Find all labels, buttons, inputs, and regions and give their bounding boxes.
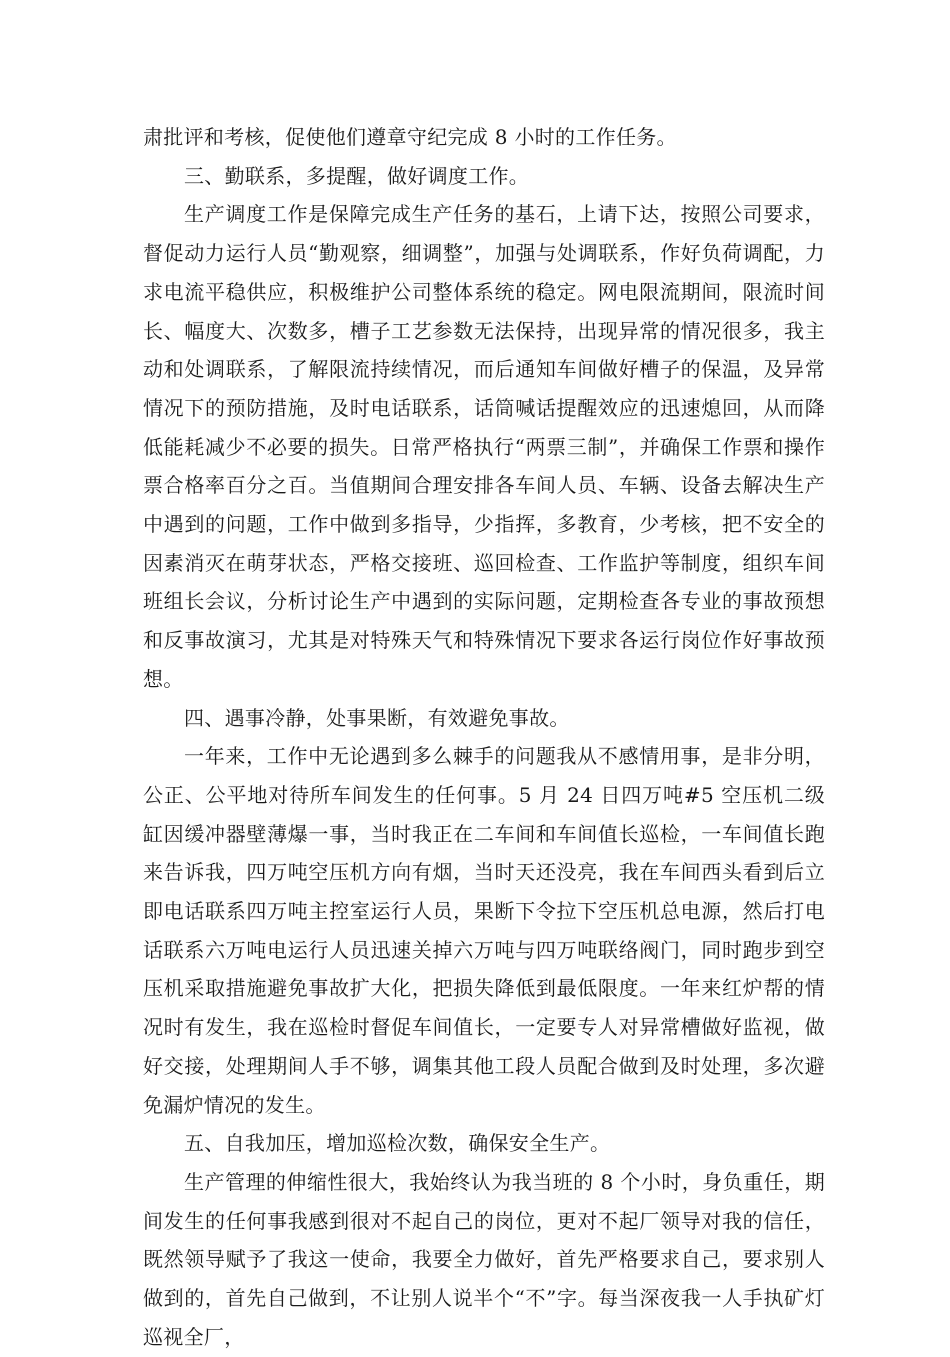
- paragraph-accident-handling: 一年来，工作中无论遇到多么棘手的问题我从不感情用事，是非分明，公正、公平地对待所车间发生的任何事。5 月 24 日四万吨#5 空压机二级缸因缓冲器壁薄爆一事，当时我正在二车间和车间值长巡检，一车间值长跑来告诉我，四万吨空压机方向有烟，当时天还没亮，我在车间西头看到后立即电话联系四万吨主控室运行人员，果断下令拉下空压机总电源，然后打电话联系六万吨电运行人员迅速关掉六万吨与四万吨联络阀门，同时跑步到空压机采取措施避免事故扩大化，把损失降低到最低限度。一年来红炉帮的情况时有发生，我在巡检时督促车间值长，一定要专人对异常槽做好监视，做好交接，处理期间人手不够，调集其他工段人员配合做到及时处理，多次避免漏炉情况的发生。: [143, 744, 825, 1117]
- section-heading-3: 三、勤联系，多提醒，做好调度工作。: [184, 163, 530, 188]
- paragraph-continuation: 肃批评和考核，促使他们遵章守纪完成 8 小时的工作任务。: [143, 125, 677, 149]
- section-heading-5: 五、自我加压，增加巡检次数，确保安全生产。: [184, 1131, 611, 1156]
- paragraph-dispatch-work: 生产调度工作是保障完成生产任务的基石，上请下达，按照公司要求，督促动力运行人员“勤观察，细调整”，加强与处调联系，作好负荷调配，力求电流平稳供应，积极维护公司整体系统的稳定。网电限流期间，限流时间长、幅度大、次数多，槽子工艺参数无法保持，出现异常的情况很多，我主动和处调联系，了解限流持续情况，而后通知车间做好槽子的保温，及异常情况下的预防措施，及时电话联系，话筒喊话提醒效应的迅速熄回，从而降低能耗减少不必要的损失。日常严格执行“两票三制”，并确保工作票和操作票合格率百分之百。当值期间合理安排各车间人员、车辆、设备去解决生产中遇到的问题，工作中做到多指导，少指挥，多教育，少考核，把不安全的因素消灭在萌芽状态，严格交接班、巡回检查、工作监护等制度，组织车间班组长会议，分析讨论生产中遇到的实际问题，定期检查各专业的事故预想和反事故演习，尤其是对特殊天气和特殊情况下要求各运行岗位作好事故预想。: [143, 202, 825, 691]
- section-heading-4: 四、遇事冷静，处事果断，有效避免事故。: [184, 705, 570, 730]
- paragraph-self-pressure: 生产管理的伸缩性很大，我始终认为我当班的 8 个小时，身负重任，期间发生的任何事我感到很对不起自己的岗位，更对不起厂领导对我的信任，既然领导赋予了我这一使命，我要全力做好，首先严格要求自己，要求别人做到的，首先自己做到，不让别人说半个“不”字。每当深夜我一人手执矿灯巡视全厂，: [143, 1169, 825, 1349]
- document-body: [143, 118, 825, 1357]
